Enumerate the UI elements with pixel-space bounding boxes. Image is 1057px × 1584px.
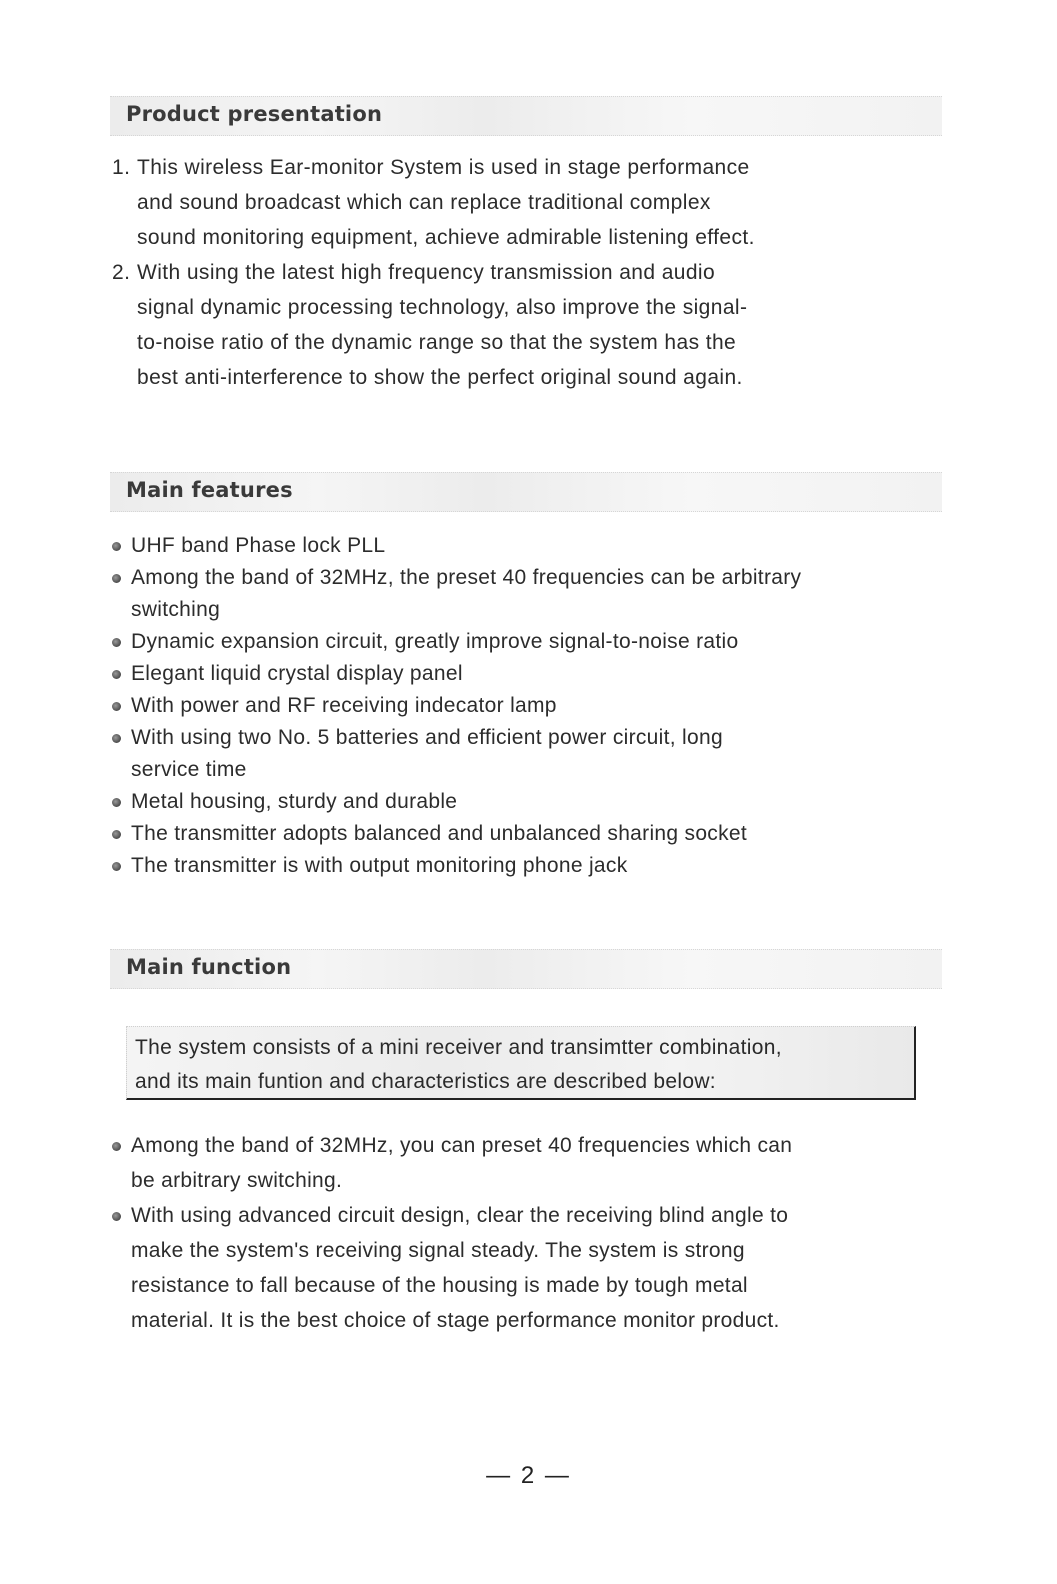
text-line: resistance to fall because of the housing is made by tough metal bbox=[131, 1274, 748, 1297]
bullet-icon bbox=[112, 542, 121, 551]
text-line: Among the band of 32MHz, the preset 40 frequencies can be arbitrary bbox=[131, 566, 802, 589]
section-header-product-presentation bbox=[110, 96, 942, 136]
function-list bbox=[112, 1128, 942, 1338]
text-line: With power and RF receiving indecator lamp bbox=[131, 694, 557, 717]
text-line: signal dynamic processing technology, also improve the signal- bbox=[137, 296, 748, 319]
section-title: Main features bbox=[126, 478, 293, 502]
bullet-icon bbox=[112, 1142, 121, 1151]
text-line: With using the latest high frequency transmission and audio bbox=[137, 261, 716, 284]
text-line: Elegant liquid crystal display panel bbox=[131, 662, 463, 685]
section-header-main-function bbox=[110, 949, 942, 989]
list-item bbox=[112, 722, 942, 786]
text-line: and its main funtion and characteristics are described below: bbox=[135, 1070, 716, 1093]
list-item bbox=[112, 690, 942, 722]
text-line: service time bbox=[131, 758, 247, 781]
list-item bbox=[112, 626, 942, 658]
text-line: be arbitrary switching. bbox=[131, 1169, 343, 1192]
text-line: make the system's receiving signal steady. The system is strong bbox=[131, 1239, 745, 1262]
bullet-icon bbox=[112, 862, 121, 871]
item-number: 1. bbox=[112, 156, 131, 179]
text-line: switching bbox=[131, 598, 221, 621]
text-line: Among the band of 32MHz, you can preset 40 frequencies which can bbox=[131, 1134, 793, 1157]
list-item bbox=[112, 1198, 942, 1338]
text-line: This wireless Ear-monitor System is used in stage performance bbox=[137, 156, 750, 179]
item-number: 2. bbox=[112, 261, 131, 284]
bullet-icon bbox=[112, 574, 121, 583]
bullet-icon bbox=[112, 830, 121, 839]
list-item bbox=[112, 562, 942, 626]
bullet-icon bbox=[112, 798, 121, 807]
text-line: The transmitter is with output monitoring phone jack bbox=[131, 854, 628, 877]
list-item bbox=[112, 658, 942, 690]
text-line: material. It is the best choice of stage performance monitor product. bbox=[131, 1309, 780, 1332]
features-list bbox=[112, 530, 942, 882]
text-line: Dynamic expansion circuit, greatly improve signal-to-noise ratio bbox=[131, 630, 739, 653]
bullet-icon bbox=[112, 638, 121, 647]
page-number: — 2 — bbox=[486, 1462, 571, 1489]
bullet-icon bbox=[112, 670, 121, 679]
text-line: The transmitter adopts balanced and unbalanced sharing socket bbox=[131, 822, 748, 845]
text-line: and sound broadcast which can replace traditional complex bbox=[137, 191, 711, 214]
function-intro-box bbox=[126, 1026, 916, 1100]
text-line: UHF band Phase lock PLL bbox=[131, 534, 386, 557]
text-line: With using advanced circuit design, clear the receiving blind angle to bbox=[131, 1204, 789, 1227]
text-line: sound monitoring equipment, achieve admirable listening effect. bbox=[137, 226, 755, 249]
text-line: best anti-interference to show the perfect original sound again. bbox=[137, 366, 743, 389]
function-intro-text bbox=[135, 1031, 915, 1099]
list-item bbox=[112, 818, 942, 850]
list-item bbox=[112, 1128, 942, 1198]
bullet-icon bbox=[112, 1212, 121, 1221]
text-line: With using two No. 5 batteries and efficient power circuit, long bbox=[131, 726, 723, 749]
list-item bbox=[112, 786, 942, 818]
bullet-icon bbox=[112, 702, 121, 711]
text-line: to-noise ratio of the dynamic range so that the system has the bbox=[137, 331, 737, 354]
list-item bbox=[112, 530, 942, 562]
text-line: Metal housing, sturdy and durable bbox=[131, 790, 458, 813]
section-title: Product presentation bbox=[126, 102, 383, 126]
presentation-item-1 bbox=[112, 150, 912, 255]
list-item bbox=[112, 850, 942, 882]
section-header-main-features bbox=[110, 472, 942, 512]
section-title: Main function bbox=[126, 955, 292, 979]
presentation-item-2 bbox=[112, 255, 912, 395]
text-line: The system consists of a mini receiver and transimtter combination, bbox=[135, 1036, 782, 1059]
bullet-icon bbox=[112, 734, 121, 743]
